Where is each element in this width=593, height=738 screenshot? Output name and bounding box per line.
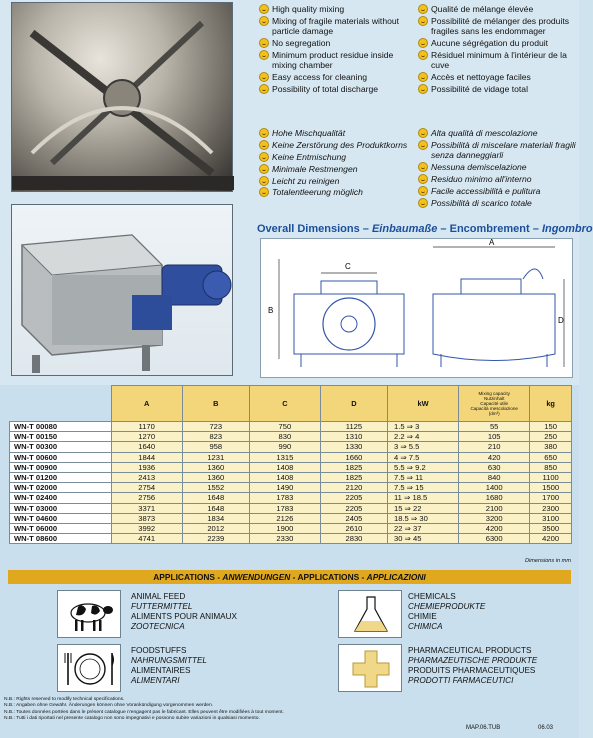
cell-d: 2205: [320, 503, 387, 513]
feature-item: Aucune ségrégation du produit: [418, 38, 576, 48]
cell-kg: 850: [530, 462, 572, 472]
features-german: [259, 128, 413, 199]
cell-cap: 55: [459, 422, 530, 432]
dimension-drawing: [260, 238, 573, 378]
cell-kw: 30 ⇒ 45: [388, 534, 459, 544]
cell-kw: 18.5 ⇒ 30: [388, 513, 459, 523]
cell-d: 2610: [320, 523, 387, 533]
table-row: [10, 483, 572, 493]
cell-a: 1270: [111, 432, 182, 442]
cell-cap: 1400: [459, 483, 530, 493]
feature-item: Facile accessibilità e pulitura: [418, 186, 576, 196]
smiley-icon: [259, 50, 269, 60]
cell-cap: 105: [459, 432, 530, 442]
cell-kw: 22 ⇒ 37: [388, 523, 459, 533]
feature-item: Mixing of fragile materials without particle damage: [259, 16, 413, 37]
mixer-interior-photo: [11, 2, 233, 192]
cell-kg: 650: [530, 452, 572, 462]
col-header-kg: kg: [530, 386, 572, 422]
cell-model: WN-T 00150: [10, 432, 112, 442]
feature-item: Possibilità di scarico totale: [418, 198, 576, 208]
cell-cap: 630: [459, 462, 530, 472]
app-animal-feed: ANIMAL FEED FUTTERMITTEL ALIMENTS POUR ANIMAUX ZOOTECNICA: [131, 592, 238, 631]
feature-item: Résiduel minimum à l'intérieur de la cuve: [418, 50, 576, 71]
cell-cap: 4200: [459, 523, 530, 533]
smiley-icon: [259, 187, 269, 197]
cell-model: WN-T 08600: [10, 534, 112, 544]
table-row: [10, 523, 572, 533]
cell-kg: 3500: [530, 523, 572, 533]
cell-a: 3873: [111, 513, 182, 523]
table-row: [10, 462, 572, 472]
col-header-kw: kW: [388, 386, 459, 422]
table-row: [10, 442, 572, 452]
cell-c: 2126: [249, 513, 320, 523]
cell-kw: 4 ⇒ 7.5: [388, 452, 459, 462]
cell-cap: 2100: [459, 503, 530, 513]
dimensions-title: Overall Dimensions – Einbaumaße – Encombrement – Ingombro: [257, 223, 593, 235]
cell-b: 1360: [182, 462, 249, 472]
feature-item: Keine Entmischung: [259, 152, 413, 162]
cell-kw: 1.5 ⇒ 3: [388, 422, 459, 432]
footnotes: N.B.: Rights reserved to modify technical specifications. N.B.: Angaben ohne Gewähr. Änderungen können ohne Vorankündigung vorgenommen werden. N.B.: Toutes données portées dans le présent catalogue n'engagent pas le fabricant. Elles peuvent être modifiées à tout moment. N.B.: Tutti i dati riportati nel presente catalogo non sono impegnativi e possono subire variazioni in qualsiasi momento.: [4, 697, 284, 722]
smiley-icon: [259, 38, 269, 48]
cell-b: 2239: [182, 534, 249, 544]
feature-item: No segregation: [259, 38, 413, 48]
col-header-c: C: [249, 386, 320, 422]
smiley-icon: [259, 4, 269, 14]
smiley-icon: [418, 38, 428, 48]
smiley-icon: [259, 72, 269, 82]
cell-b: 1648: [182, 493, 249, 503]
cell-c: 990: [249, 442, 320, 452]
col-header-b: B: [182, 386, 249, 422]
cell-b: 958: [182, 442, 249, 452]
cell-kw: 5.5 ⇒ 9.2: [388, 462, 459, 472]
table-row: [10, 534, 572, 544]
cell-kg: 1700: [530, 493, 572, 503]
cell-kg: 150: [530, 422, 572, 432]
cell-model: WN-T 02000: [10, 483, 112, 493]
drawing-label-b: B: [268, 306, 274, 315]
feature-item: Residuo minimo all'interno: [418, 174, 576, 184]
app-foodstuffs: FOODSTUFFS NAHRUNGSMITTEL ALIMENTAIRES ALIMENTARI: [131, 646, 207, 685]
table-header-row: [10, 386, 572, 422]
cell-a: 1936: [111, 462, 182, 472]
cow-icon: [57, 590, 121, 638]
cell-c: 2330: [249, 534, 320, 544]
cell-c: 1408: [249, 462, 320, 472]
smiley-icon: [259, 128, 269, 138]
cell-a: 1640: [111, 442, 182, 452]
col-header-a: A: [111, 386, 182, 422]
cell-a: 3371: [111, 503, 182, 513]
feature-item: Hohe Mischqualität: [259, 128, 413, 138]
cell-model: WN-T 00080: [10, 422, 112, 432]
cell-a: 4741: [111, 534, 182, 544]
smiley-icon: [259, 164, 269, 174]
cell-b: 1552: [182, 483, 249, 493]
cell-c: 1783: [249, 493, 320, 503]
cell-kg: 1500: [530, 483, 572, 493]
smiley-icon: [418, 50, 428, 60]
table-row: [10, 503, 572, 513]
feature-item: Alta qualità di mescolazione: [418, 128, 576, 138]
cell-model: WN-T 03000: [10, 503, 112, 513]
plate-cutlery-icon: [57, 644, 121, 692]
cell-model: WN-T 01200: [10, 472, 112, 482]
app-pharmaceutical: PHARMACEUTICAL PRODUCTS PHARMAZEUTISCHE PRODUKTE PRODUITS PHARMACEUTIQUES PRODOTTI FARMACEUTICI: [408, 646, 538, 685]
cell-b: 823: [182, 432, 249, 442]
cell-a: 1170: [111, 422, 182, 432]
cell-b: 2012: [182, 523, 249, 533]
table-row: [10, 422, 572, 432]
drawing-label-c: C: [345, 262, 351, 271]
smiley-icon: [418, 128, 428, 138]
cell-d: 2830: [320, 534, 387, 544]
spec-table: [9, 385, 572, 544]
feature-item: Possibilité de vidage total: [418, 84, 576, 94]
flask-icon: [338, 590, 402, 638]
cell-b: 1360: [182, 472, 249, 482]
features-english: [259, 4, 413, 96]
smiley-icon: [418, 174, 428, 184]
cell-model: WN-T 02400: [10, 493, 112, 503]
cell-d: 1125: [320, 422, 387, 432]
cell-a: 2754: [111, 483, 182, 493]
cell-d: 2120: [320, 483, 387, 493]
col-header-d: D: [320, 386, 387, 422]
cell-kw: 7.5 ⇒ 15: [388, 483, 459, 493]
cell-cap: 840: [459, 472, 530, 482]
cell-model: WN-T 06000: [10, 523, 112, 533]
cell-b: 1231: [182, 452, 249, 462]
feature-item: Possibility of total discharge: [259, 84, 413, 94]
smiley-icon: [418, 140, 428, 150]
cell-cap: 210: [459, 442, 530, 452]
feature-item: Minimale Restmengen: [259, 164, 413, 174]
cell-d: 2405: [320, 513, 387, 523]
cell-d: 1825: [320, 462, 387, 472]
cell-kg: 3100: [530, 513, 572, 523]
cell-kw: 3 ⇒ 5.5: [388, 442, 459, 452]
cell-d: 1330: [320, 442, 387, 452]
feature-item: Totalentleerung möglich: [259, 187, 413, 197]
cell-cap: 6300: [459, 534, 530, 544]
feature-item: Keine Zerstörung des Produktkorns: [259, 140, 413, 150]
app-chemicals: CHEMICALS CHEMIEPRODUKTE CHIMIE CHIMICA: [408, 592, 486, 631]
features-italian: [418, 128, 576, 210]
smiley-icon: [418, 198, 428, 208]
cell-kg: 380: [530, 442, 572, 452]
smiley-icon: [418, 72, 428, 82]
feature-item: Minimum product residue inside mixing chamber: [259, 50, 413, 71]
smiley-icon: [418, 4, 428, 14]
cell-model: WN-T 04600: [10, 513, 112, 523]
pharmacy-cross-icon: [338, 644, 402, 692]
cell-c: 1783: [249, 503, 320, 513]
cell-d: 1825: [320, 472, 387, 482]
cell-model: WN-T 00300: [10, 442, 112, 452]
cell-d: 1310: [320, 432, 387, 442]
smiley-icon: [418, 186, 428, 196]
feature-item: Leicht zu reinigen: [259, 176, 413, 186]
cell-c: 1900: [249, 523, 320, 533]
smiley-icon: [259, 152, 269, 162]
cell-c: 750: [249, 422, 320, 432]
smiley-icon: [259, 84, 269, 94]
smiley-icon: [418, 162, 428, 172]
feature-item: Accès et nettoyage faciles: [418, 72, 576, 82]
cell-model: WN-T 00600: [10, 452, 112, 462]
cell-b: 723: [182, 422, 249, 432]
cell-a: 2413: [111, 472, 182, 482]
feature-item: Qualité de mélange élevée: [418, 4, 576, 14]
cell-kg: 1100: [530, 472, 572, 482]
cell-d: 1660: [320, 452, 387, 462]
cell-b: 1648: [182, 503, 249, 513]
smiley-icon: [259, 176, 269, 186]
smiley-icon: [259, 16, 269, 26]
cell-b: 1834: [182, 513, 249, 523]
cell-d: 2205: [320, 493, 387, 503]
cell-c: 1408: [249, 472, 320, 482]
drawing-label-d: D: [558, 316, 564, 325]
drawing-label-a: A: [489, 238, 495, 247]
smiley-icon: [418, 16, 428, 26]
catalog-date: 06.03: [538, 725, 554, 731]
cell-kw: 7.5 ⇒ 11: [388, 472, 459, 482]
cell-cap: 1680: [459, 493, 530, 503]
applications-title: APPLICATIONS - ANWENDUNGEN - APPLICATIONS - APPLICAZIONI: [8, 570, 571, 584]
spec-table-section: [0, 385, 579, 570]
feature-item: High quality mixing: [259, 4, 413, 14]
cell-kg: 2300: [530, 503, 572, 513]
cell-a: 1844: [111, 452, 182, 462]
applications-section: [0, 570, 579, 738]
feature-item: Easy access for cleaning: [259, 72, 413, 82]
feature-item: Possibilité de mélanger des produits fragiles sans les endommager: [418, 16, 576, 37]
table-row: [10, 493, 572, 503]
catalog-code: MAP.06.TUB: [466, 725, 501, 731]
cell-cap: 420: [459, 452, 530, 462]
cell-a: 2756: [111, 493, 182, 503]
cell-c: 830: [249, 432, 320, 442]
table-row: [10, 472, 572, 482]
cell-c: 1315: [249, 452, 320, 462]
smiley-icon: [418, 84, 428, 94]
table-row: [10, 452, 572, 462]
cell-kw: 15 ⇒ 22: [388, 503, 459, 513]
cell-cap: 3200: [459, 513, 530, 523]
cell-kw: 11 ⇒ 18.5: [388, 493, 459, 503]
col-header-capacity: Mixing capacity Nutzinhalt Capacité utile Capacità mescolazione (dm³): [459, 386, 530, 422]
features-french: [418, 4, 576, 96]
feature-item: Possibilità di miscelare materiali fragili senza danneggiarli: [418, 140, 576, 161]
cell-kg: 250: [530, 432, 572, 442]
cell-a: 3992: [111, 523, 182, 533]
cell-c: 1490: [249, 483, 320, 493]
table-row: [10, 432, 572, 442]
cell-kw: 2.2 ⇒ 4: [388, 432, 459, 442]
mixer-machine-photo: [11, 204, 233, 376]
cell-model: WN-T 00900: [10, 462, 112, 472]
dimensions-unit-note: Dimensions in mm: [524, 558, 571, 564]
cell-kg: 4200: [530, 534, 572, 544]
table-row: [10, 513, 572, 523]
smiley-icon: [259, 140, 269, 150]
spec-table-body: [10, 422, 572, 544]
feature-item: Nessuna demiscelazione: [418, 162, 576, 172]
